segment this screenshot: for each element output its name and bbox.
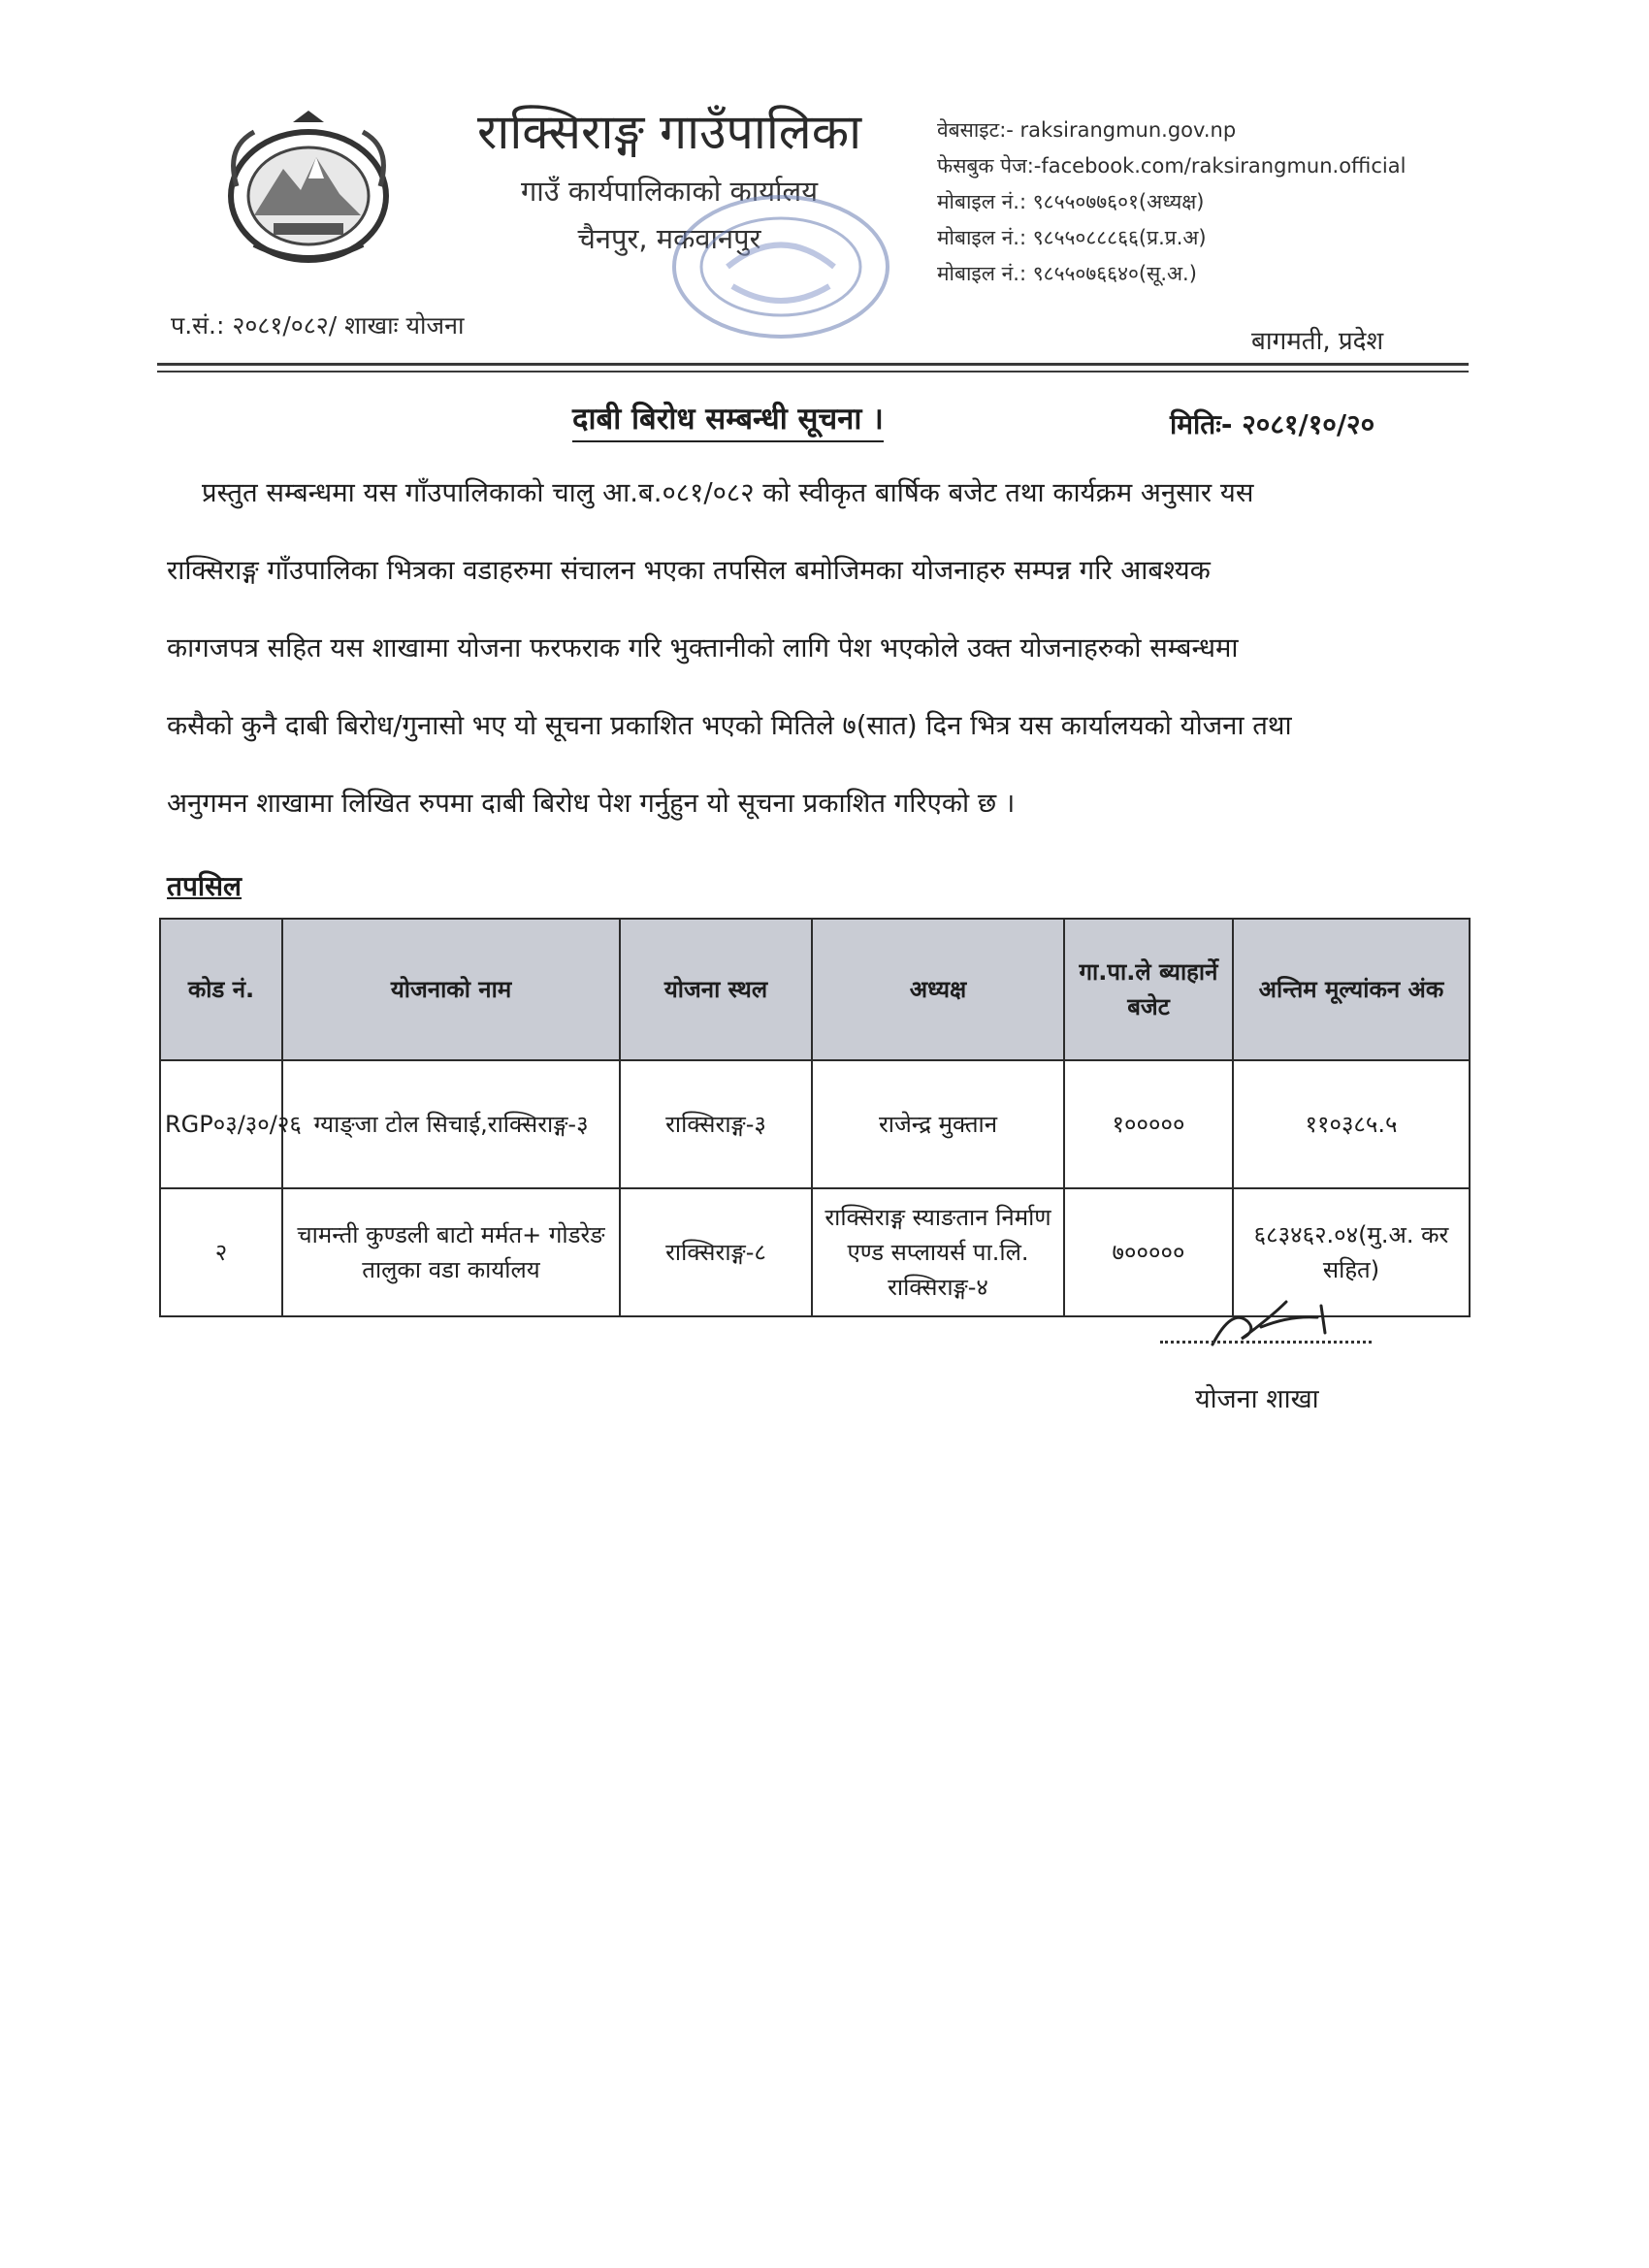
signature-line <box>1160 1341 1372 1344</box>
cell-final-evaluation: ११०३८५.५ <box>1233 1060 1470 1188</box>
body-line: कसैको कुनै दाबी बिरोध/गुनासो भए यो सूचना प्रकाशित भएको मितिले ७(सात) दिन भित्र यस कार्यालयको योजना तथा <box>167 710 1292 741</box>
header-final-evaluation: अन्तिम मूल्यांकन अंक <box>1233 919 1470 1060</box>
cell-final-evaluation: ६८३४६२.०४(मु.अ. कर सहित) <box>1233 1188 1470 1316</box>
header-code: कोड नं. <box>160 919 282 1060</box>
contact-mobile-chair: मोबाइल नं.: ९८५५०७७६०१(अध्यक्ष) <box>937 190 1205 213</box>
cell-code: २ <box>160 1188 282 1316</box>
table-row <box>160 1060 1470 1188</box>
cell-plan-location: राक्सिराङ्ग-८ <box>620 1188 812 1316</box>
notice-body <box>167 454 1467 842</box>
cell-plan-name: चामन्ती कुण्डली बाटो मर्मत+ गोडरेङ तालुका वडा कार्यालय <box>282 1188 620 1316</box>
body-line: राक्सिराङ्ग गाँउपालिका भित्रका वडाहरुमा संचालन भएका तपसिल बमोजिमका योजनाहरु सम्पन्न गरि आबश्यक <box>167 555 1211 586</box>
contact-info <box>937 113 1441 292</box>
reference-number: प.सं.: २०८१/०८२/ शाखाः योजना <box>171 311 465 340</box>
body-line: अनुगमन शाखामा लिखित रुपमा दाबी बिरोध पेश गर्नुहुन यो सूचना प्रकाशित गरिएको छ । <box>167 788 1016 819</box>
cell-budget: ७००००० <box>1064 1188 1233 1316</box>
cell-plan-name: ग्याङ्जा टोल सिचाई,राक्सिराङ्ग-३ <box>282 1060 620 1188</box>
contact-website: वेबसाइट:- raksirangmun.gov.np <box>937 118 1237 142</box>
cell-chairperson: राक्सिराङ्ग स्याङतान निर्माण एण्ड सप्लायर्स पा.लि. राक्सिराङ्ग-४ <box>812 1188 1064 1316</box>
cell-code: RGP०३/३०/२६ <box>160 1060 282 1188</box>
cell-budget: १००००० <box>1064 1060 1233 1188</box>
contact-mobile-info-officer: मोबाइल नं.: ९८५५०७६६४०(सू.अ.) <box>937 262 1197 285</box>
signature-icon <box>1203 1288 1339 1356</box>
office-address: चैनपुर, मकवानपुर <box>577 222 761 255</box>
body-line: प्रस्तुत सम्बन्धमा यस गाँउपालिकाको चालु आ.ब.०८१/०८२ को स्वीकृत बार्षिक बजेट तथा कार्यक्रम अनुसार यस <box>202 477 1254 508</box>
header-plan-location: योजना स्थल <box>620 919 812 1060</box>
signature-label: योजना शाखा <box>1195 1384 1319 1414</box>
government-emblem-icon <box>215 109 402 274</box>
office-subtitle: गाउँ कार्यपालिकाको कार्यालय <box>520 175 819 208</box>
cell-chairperson: राजेन्द्र मुक्तान <box>812 1060 1064 1188</box>
contact-facebook: फेसबुक पेज:-facebook.com/raksirangmun.official <box>937 154 1406 178</box>
notice-date: मितिः- २०८१/१०/२० <box>1170 408 1375 440</box>
body-line: कागजपत्र सहित यस शाखामा योजना फरफराक गरि भुक्तानीको लागि पेश भएकोले उक्त योजनाहरुको सम्बन्धमा <box>167 632 1239 664</box>
cell-plan-location: राक्सिराङ्ग-३ <box>620 1060 812 1188</box>
schedule-label: तपसिल <box>167 870 242 902</box>
office-name: राक्सिराङ्ग गाउँपालिका <box>476 104 862 160</box>
header-divider <box>157 363 1469 366</box>
header-divider-secondary <box>157 371 1469 373</box>
header-chairperson: अध्यक्ष <box>812 919 1064 1060</box>
province-label: बागमती, प्रदेश <box>1251 327 1384 356</box>
office-stamp-icon <box>660 184 902 349</box>
table-header-row <box>160 919 1470 1060</box>
contact-mobile-cao: मोबाइल नं.: ९८५५०८८८६६(प्र.प्र.अ) <box>937 226 1207 249</box>
plans-table <box>159 918 1471 1317</box>
header-plan-name: योजनाको नाम <box>282 919 620 1060</box>
header-budget: गा.पा.ले ब्याहार्ने बजेट <box>1064 919 1233 1060</box>
notice-title: दाबी बिरोध सम्बन्धी सूचना । <box>572 398 884 442</box>
